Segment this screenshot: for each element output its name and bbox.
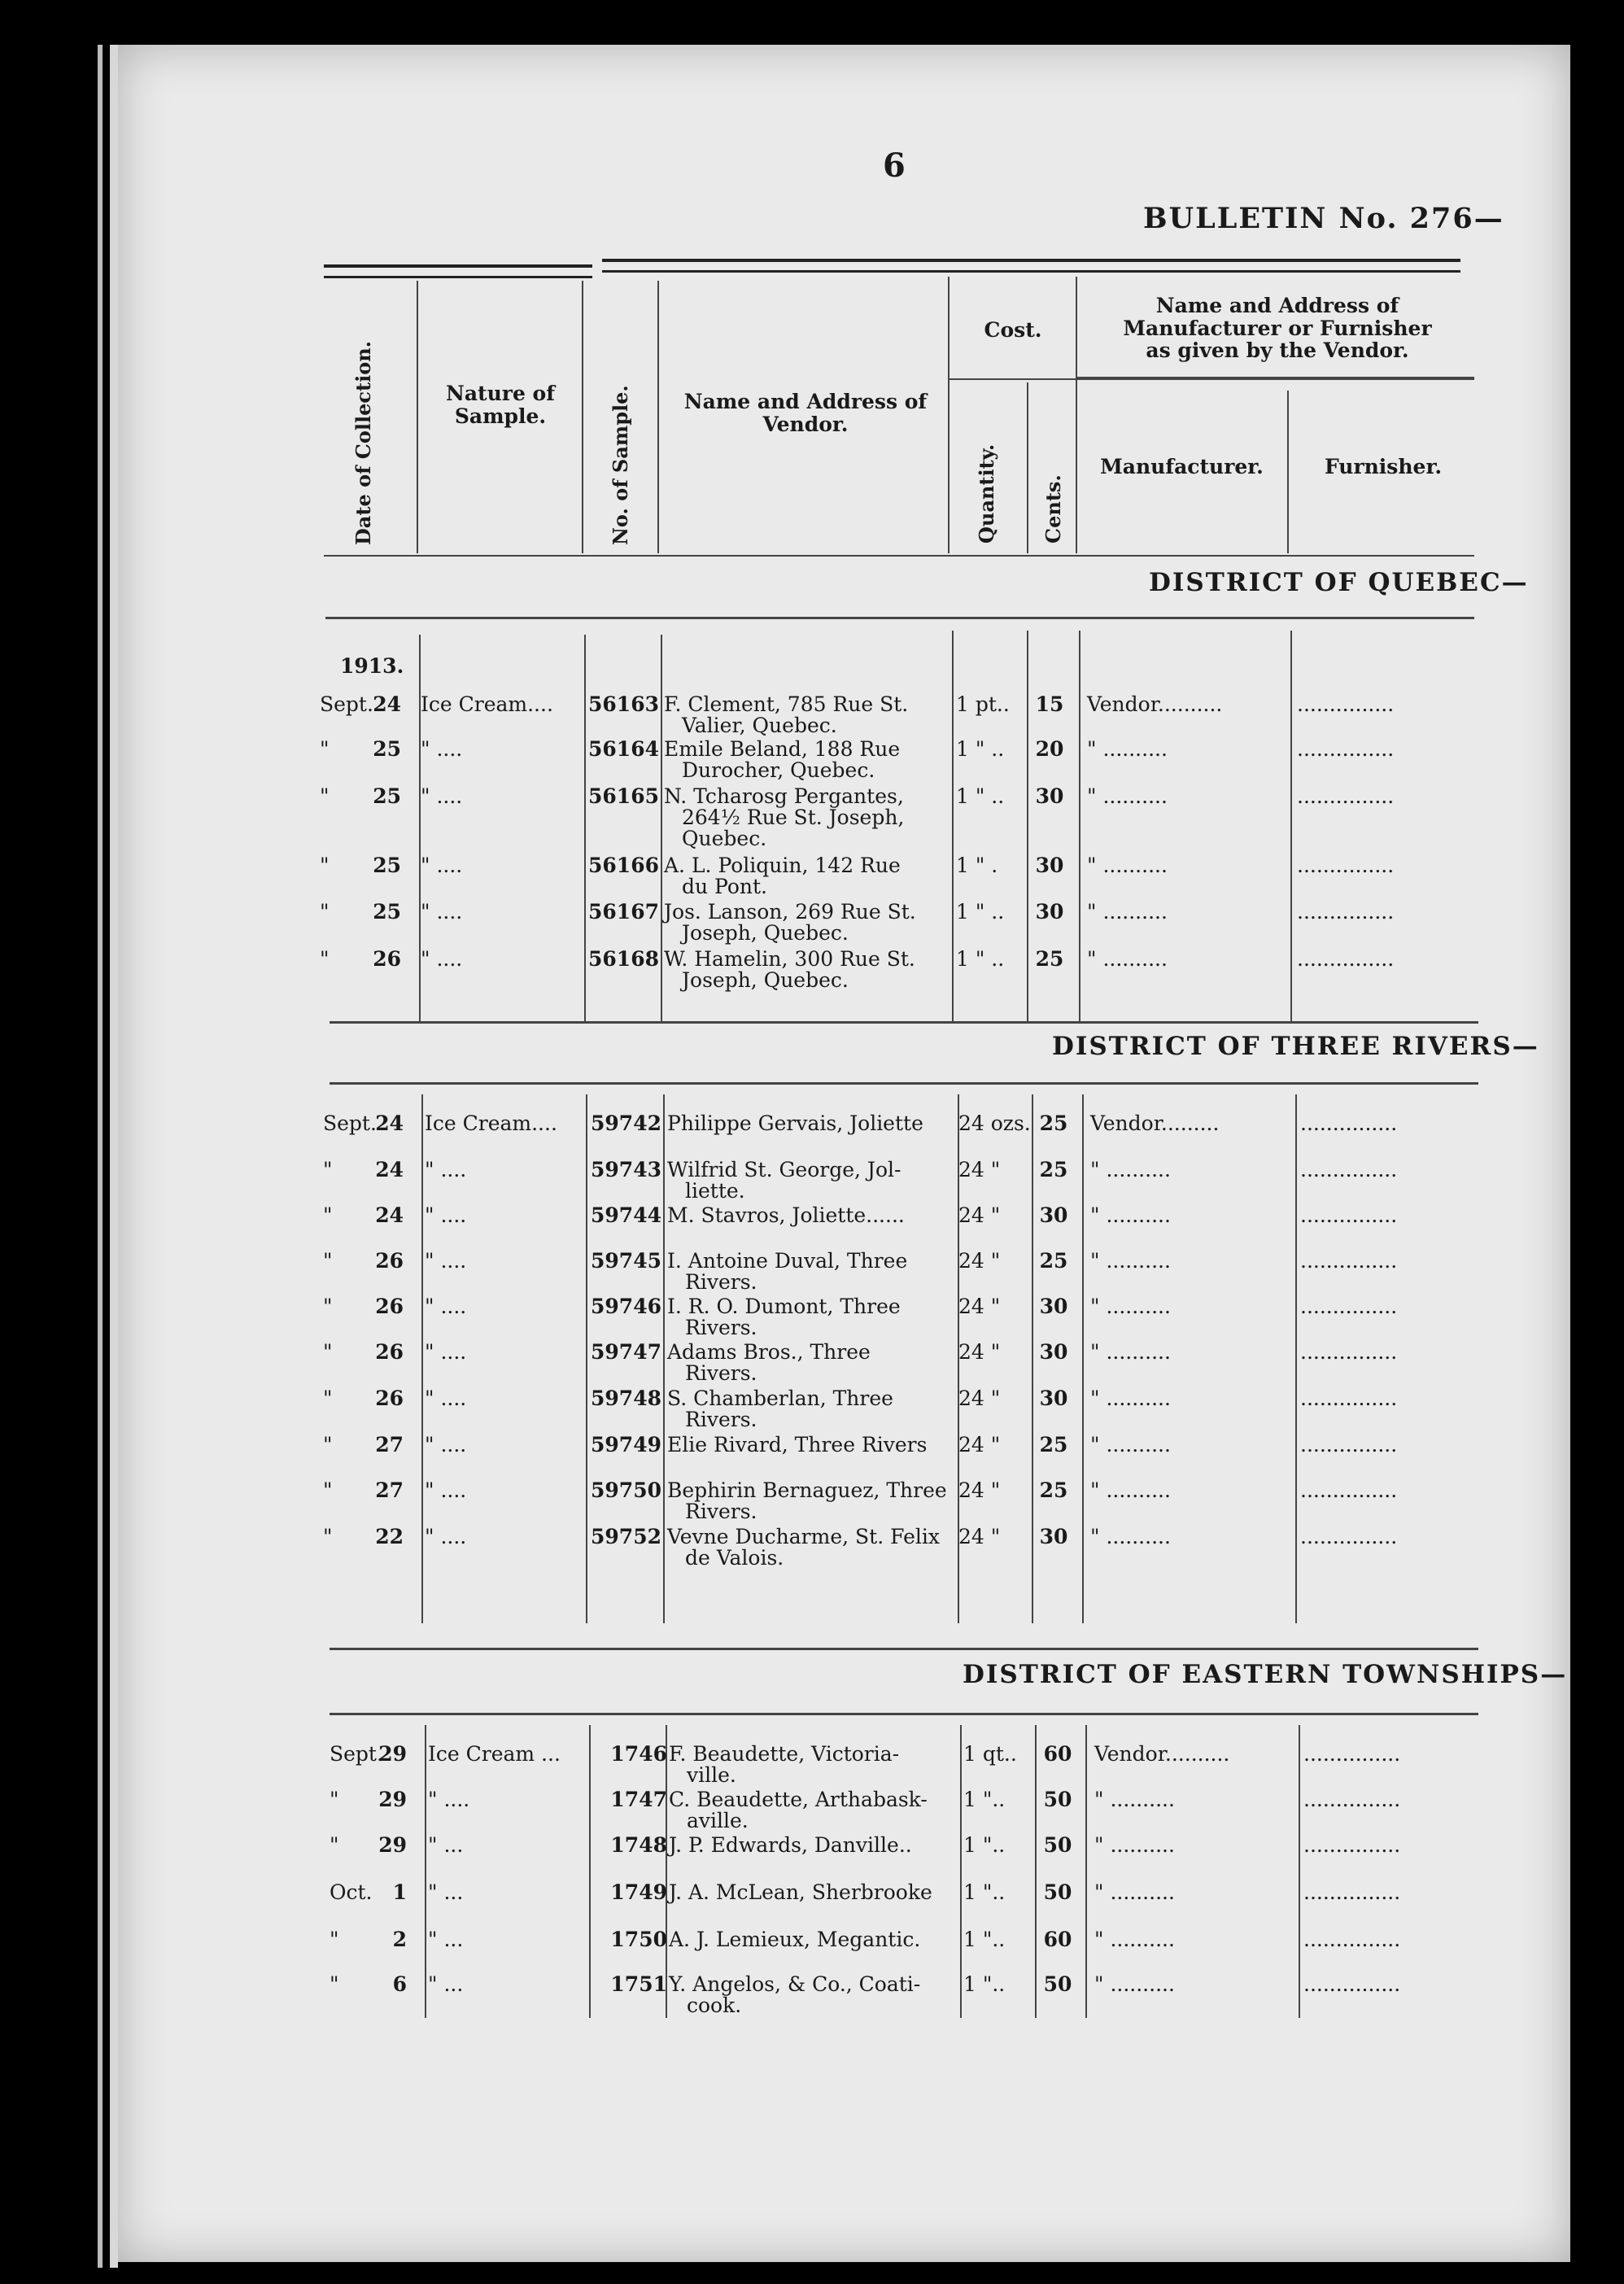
manufacturer: " .......... [1090, 1387, 1171, 1410]
vendor-name-address: du Pont. [682, 875, 768, 898]
date-month: Sept. [323, 1111, 377, 1135]
sample-nature: " .... [425, 1295, 467, 1318]
header-sample-no: No. of Sample. [609, 385, 632, 545]
sample-nature: " ... [428, 1833, 464, 1857]
furnisher: ............... [1297, 947, 1395, 971]
quantity: 1 " .. [956, 737, 1005, 761]
sample-nature: " .... [425, 1433, 467, 1456]
sample-nature: " .... [425, 1249, 467, 1273]
sample-nature: " ... [428, 1972, 464, 1996]
quantity: 24 " [958, 1203, 1001, 1227]
cents: 20 [1035, 737, 1064, 761]
district-title: DISTRICT OF QUEBEC— [1149, 568, 1529, 597]
header-nature: Nature of Sample. [446, 382, 555, 428]
date-day: 26 [375, 1295, 404, 1318]
vendor-name-address: I. R. O. Dumont, Three [667, 1295, 901, 1318]
date-month: " [323, 1525, 333, 1548]
column-divider [1290, 631, 1292, 1021]
column-divider [1299, 1725, 1300, 2018]
sample-number: 56167 [588, 900, 659, 924]
furnisher: ............... [1303, 1880, 1401, 1904]
vendor-name-address: liette. [685, 1179, 745, 1203]
cents: 50 [1043, 1833, 1072, 1857]
sample-number: 59748 [591, 1387, 661, 1410]
date-month: Oct. [330, 1880, 373, 1904]
vendor-name-address: Adams Bros., Three [667, 1340, 871, 1364]
sample-nature: " .... [421, 900, 463, 924]
column-divider [960, 1725, 962, 2018]
date-month: Sept. [330, 1742, 383, 1766]
column-divider [1295, 1094, 1297, 1623]
quantity: 1 " .. [956, 947, 1005, 971]
district-rule [330, 1082, 1478, 1085]
manufacturer: " .......... [1090, 1525, 1171, 1548]
sample-number: 56168 [588, 947, 659, 971]
cents: 25 [1039, 1158, 1068, 1181]
date-month: " [323, 1433, 333, 1456]
date-day: 24 [375, 1203, 404, 1227]
furnisher: ............... [1297, 854, 1395, 877]
header-manufacturer-group: Name and Address of Manufacturer or Furnisher as given by the Vendor. [1123, 294, 1432, 362]
vendor-name-address: Joseph, Quebec. [682, 968, 849, 992]
quantity: 24 " [958, 1433, 1001, 1456]
vendor-name-address: Elie Rivard, Three Rivers [667, 1433, 928, 1456]
vendor-name-address: Durocher, Quebec. [682, 758, 875, 782]
manufacturer: " .......... [1087, 737, 1168, 761]
vendor-name-address: 264½ Rue St. Joseph, [682, 806, 905, 829]
sample-nature: " .... [421, 854, 463, 877]
sample-nature: " ... [428, 1880, 464, 1904]
manufacturer: " .......... [1094, 1928, 1175, 1951]
date-month: Sept. [320, 692, 373, 716]
sample-nature: " .... [425, 1158, 467, 1181]
vendor-name-address: S. Chamberlan, Three [667, 1387, 893, 1410]
sample-nature: " .... [425, 1478, 467, 1502]
sample-nature: " ... [428, 1928, 464, 1951]
vendor-name-address: J. P. Edwards, Danville.. [669, 1833, 912, 1857]
date-day: 25 [373, 900, 401, 924]
manufacturer: " .......... [1094, 1972, 1175, 1996]
vendor-name-address: M. Stavros, Joliette...... [667, 1203, 905, 1227]
furnisher: ............... [1297, 737, 1395, 761]
quantity: 24 " [958, 1387, 1001, 1410]
sample-number: 1749 [610, 1880, 667, 1904]
column-divider [1287, 391, 1289, 553]
date-day: 25 [373, 737, 401, 761]
manufacturer: " .......... [1087, 947, 1168, 971]
district-rule [330, 1713, 1478, 1715]
date-day: 25 [373, 784, 401, 808]
quantity: 1 ".. [963, 1928, 1006, 1951]
cents: 25 [1039, 1111, 1068, 1135]
quantity: 24 " [958, 1340, 1001, 1364]
vendor-name-address: Jos. Lanson, 269 Rue St. [664, 900, 916, 924]
date-month: " [330, 1972, 339, 1996]
furnisher: ............... [1300, 1340, 1398, 1364]
district-title: DISTRICT OF EASTERN TOWNSHIPS— [963, 1660, 1568, 1689]
furnisher: ............... [1300, 1158, 1398, 1181]
date-day: 2 [392, 1928, 407, 1951]
cents: 30 [1039, 1340, 1068, 1364]
quantity: 24 " [958, 1249, 1001, 1273]
sample-number: 59747 [591, 1340, 661, 1364]
date-month: " [323, 1295, 333, 1318]
furnisher: ............... [1297, 900, 1395, 924]
vendor-name-address: F. Clement, 785 Rue St. [664, 692, 909, 716]
header-date: Date of Collection. [351, 340, 375, 545]
furnisher: ............... [1300, 1111, 1398, 1135]
vendor-name-address: Rivers. [685, 1500, 757, 1523]
district-rule [330, 1648, 1478, 1650]
header-vendor: Name and Address of Vendor. [683, 390, 928, 436]
sample-nature: Ice Cream ... [428, 1742, 561, 1766]
date-day: 27 [375, 1478, 404, 1502]
sample-number: 56164 [588, 737, 659, 761]
sample-nature: " .... [425, 1340, 467, 1364]
cents: 30 [1035, 784, 1064, 808]
sample-nature: Ice Cream.... [425, 1111, 557, 1135]
column-divider [1085, 1725, 1087, 2018]
column-divider [425, 1725, 426, 2018]
date-day: 29 [378, 1788, 407, 1811]
page-edge [110, 45, 118, 2268]
column-divider [1082, 1094, 1084, 1623]
manufacturer: " .......... [1090, 1478, 1171, 1502]
sample-number: 59749 [591, 1433, 661, 1456]
vendor-name-address: Quebec. [682, 827, 767, 850]
sample-number: 1750 [610, 1928, 667, 1951]
cents: 15 [1035, 692, 1064, 716]
sample-number: 59750 [591, 1478, 661, 1502]
date-day: 26 [375, 1340, 404, 1364]
manufacturer: " .......... [1094, 1880, 1175, 1904]
header-cents: Cents. [1041, 474, 1065, 544]
date-month: " [320, 947, 330, 971]
vendor-name-address: Emile Beland, 188 Rue [664, 737, 901, 761]
vendor-name-address: Vevne Ducharme, St. Felix [667, 1525, 940, 1548]
quantity: 1 ".. [963, 1833, 1006, 1857]
quantity: 1 " .. [956, 784, 1005, 808]
district-rule [325, 617, 1474, 619]
vendor-name-address: J. A. McLean, Sherbrooke [669, 1880, 932, 1904]
date-day: 24 [375, 1158, 404, 1181]
vendor-name-address: cook. [687, 1994, 742, 2017]
header-furnisher: Furnisher. [1324, 455, 1443, 478]
sample-number: 1748 [610, 1833, 667, 1857]
date-day: 1 [392, 1880, 407, 1904]
header-rule [602, 259, 1460, 273]
year-label: 1913. [340, 654, 404, 678]
sample-nature: " .... [428, 1788, 470, 1811]
date-day: 25 [373, 854, 401, 877]
furnisher: ............... [1303, 1788, 1401, 1811]
vendor-name-address: Valier, Quebec. [682, 714, 837, 737]
cents: 25 [1039, 1433, 1068, 1456]
manufacturer: " .......... [1094, 1833, 1175, 1857]
quantity: 1 pt.. [956, 692, 1010, 716]
cents: 30 [1035, 900, 1064, 924]
vendor-name-address: C. Beaudette, Arthabask- [669, 1788, 928, 1811]
column-divider [582, 281, 583, 553]
furnisher: ............... [1300, 1433, 1398, 1456]
cents: 30 [1039, 1203, 1068, 1227]
date-day: 26 [375, 1249, 404, 1273]
sample-nature: " .... [425, 1387, 467, 1410]
sample-nature: " .... [425, 1203, 467, 1227]
vendor-name-address: Bephirin Bernaguez, Three [667, 1478, 947, 1502]
column-divider [657, 281, 659, 553]
vendor-name-address: A. L. Poliquin, 142 Rue [664, 854, 901, 877]
date-day: 24 [373, 692, 401, 716]
manufacturer: " .......... [1090, 1203, 1171, 1227]
date-month: " [323, 1387, 333, 1410]
cents: 30 [1039, 1295, 1068, 1318]
date-day: 22 [375, 1525, 404, 1548]
sample-number: 56165 [588, 784, 659, 808]
column-divider [417, 281, 418, 553]
vendor-name-address: Rivers. [685, 1408, 757, 1431]
cents: 25 [1035, 947, 1064, 971]
header-quantity: Quantity. [975, 443, 998, 544]
cents: 30 [1035, 854, 1064, 877]
vendor-name-address: ville. [687, 1763, 736, 1787]
column-divider [952, 631, 954, 1021]
manufacturer: " .......... [1090, 1295, 1171, 1318]
page-number: 6 [883, 146, 906, 185]
quantity: 1 " . [956, 854, 998, 877]
sample-number: 1747 [610, 1788, 667, 1811]
vendor-name-address: Rivers. [685, 1361, 757, 1385]
furnisher: ............... [1300, 1249, 1398, 1273]
manufacturer: Vendor......... [1090, 1111, 1220, 1135]
date-month: " [330, 1928, 339, 1951]
quantity: 1 qt.. [963, 1742, 1017, 1766]
cents: 50 [1043, 1788, 1072, 1811]
manufacturer: Vendor.......... [1094, 1742, 1230, 1766]
date-month: " [320, 784, 330, 808]
furnisher: ............... [1300, 1525, 1398, 1548]
column-divider [1027, 382, 1028, 553]
date-day: 29 [378, 1833, 407, 1857]
cents: 30 [1039, 1387, 1068, 1410]
quantity: 1 ".. [963, 1880, 1006, 1904]
furnisher: ............... [1303, 1833, 1401, 1857]
sample-number: 1746 [610, 1742, 667, 1766]
cents: 30 [1039, 1525, 1068, 1548]
furnisher: ............... [1297, 784, 1395, 808]
date-month: " [330, 1833, 339, 1857]
sample-nature: " .... [425, 1525, 467, 1548]
sample-number: 59743 [591, 1158, 661, 1181]
quantity: 24 " [958, 1525, 1001, 1548]
date-month: " [323, 1478, 333, 1502]
cost-rule [948, 378, 1076, 380]
date-month: " [323, 1158, 333, 1181]
column-divider [1076, 277, 1077, 553]
furnisher: ............... [1297, 692, 1395, 716]
column-divider [1079, 631, 1080, 1021]
manufacturer: " .......... [1090, 1158, 1171, 1181]
sample-number: 59752 [591, 1525, 661, 1548]
cents: 60 [1043, 1928, 1072, 1951]
vendor-name-address: F. Beaudette, Victoria- [669, 1742, 900, 1766]
district-rule [330, 1021, 1478, 1024]
sample-number: 1751 [610, 1972, 667, 1996]
sample-number: 59744 [591, 1203, 661, 1227]
furnisher: ............... [1300, 1295, 1398, 1318]
date-day: 26 [375, 1387, 404, 1410]
quantity: 1 " .. [956, 900, 1005, 924]
date-day: 26 [373, 947, 401, 971]
manufacturer: " .......... [1087, 900, 1168, 924]
quantity: 1 ".. [963, 1972, 1006, 1996]
date-day: 29 [378, 1742, 407, 1766]
page-edge [98, 45, 103, 2268]
column-divider [661, 635, 662, 1021]
manufacturer-rule [1076, 377, 1474, 380]
furnisher: ............... [1303, 1928, 1401, 1951]
sample-nature: " .... [421, 737, 463, 761]
manufacturer: Vendor.......... [1087, 692, 1223, 716]
manufacturer: " .......... [1090, 1249, 1171, 1273]
furnisher: ............... [1303, 1972, 1401, 1996]
quantity: 24 " [958, 1295, 1001, 1318]
quantity: 24 " [958, 1478, 1001, 1502]
quantity: 1 ".. [963, 1788, 1006, 1811]
vendor-name-address: Philippe Gervais, Joliette [667, 1111, 923, 1135]
manufacturer: " .......... [1094, 1788, 1175, 1811]
cents: 60 [1043, 1742, 1072, 1766]
sample-number: 56166 [588, 854, 659, 877]
sample-number: 59742 [591, 1111, 661, 1135]
district-title: DISTRICT OF THREE RIVERS— [1052, 1032, 1539, 1061]
date-month: " [320, 854, 330, 877]
vendor-name-address: Wilfrid St. George, Jol- [667, 1158, 901, 1181]
furnisher: ............... [1300, 1478, 1398, 1502]
date-day: 6 [392, 1972, 407, 1996]
date-month: " [323, 1203, 333, 1227]
quantity: 24 ozs. [958, 1111, 1031, 1135]
cents: 50 [1043, 1972, 1072, 1996]
date-day: 24 [375, 1111, 404, 1135]
cents: 25 [1039, 1478, 1068, 1502]
sample-nature: Ice Cream.... [421, 692, 553, 716]
vendor-name-address: W. Hamelin, 300 Rue St. [664, 947, 915, 971]
manufacturer: " .......... [1087, 854, 1168, 877]
manufacturer: " .......... [1090, 1433, 1171, 1456]
sample-number: 59745 [591, 1249, 661, 1273]
date-month: " [320, 900, 330, 924]
header-rule [324, 264, 592, 278]
vendor-name-address: I. Antoine Duval, Three [667, 1249, 908, 1273]
vendor-name-address: Joseph, Quebec. [682, 921, 849, 945]
date-month: " [330, 1788, 339, 1811]
vendor-name-address: Rivers. [685, 1316, 757, 1339]
vendor-name-address: Y. Angelos, & Co., Coati- [669, 1972, 921, 1996]
bulletin-title: BULLETIN No. 276— [1143, 202, 1504, 235]
sample-number: 56163 [588, 692, 659, 716]
sample-nature: " .... [421, 947, 463, 971]
sample-number: 59746 [591, 1295, 661, 1318]
furnisher: ............... [1300, 1203, 1398, 1227]
furnisher: ............... [1303, 1742, 1401, 1766]
manufacturer: " .......... [1087, 784, 1168, 808]
cents: 50 [1043, 1880, 1072, 1904]
vendor-name-address: N. Tcharosg Pergantes, [664, 784, 904, 808]
header-manufacturer: Manufacturer. [1100, 455, 1264, 478]
date-day: 27 [375, 1433, 404, 1456]
vendor-name-address: aville. [687, 1809, 749, 1832]
manufacturer: " .......... [1090, 1340, 1171, 1364]
date-month: " [323, 1340, 333, 1364]
vendor-name-address: Rivers. [685, 1270, 757, 1294]
date-month: " [323, 1249, 333, 1273]
furnisher: ............... [1300, 1387, 1398, 1410]
vendor-name-address: A. J. Lemieux, Megantic. [669, 1928, 921, 1951]
cents: 25 [1039, 1249, 1068, 1273]
column-divider [421, 1094, 423, 1623]
header-bottom-rule [324, 555, 1474, 557]
sample-nature: " .... [421, 784, 463, 808]
header-cost: Cost. [984, 318, 1042, 342]
vendor-name-address: de Valois. [685, 1546, 784, 1570]
quantity: 24 " [958, 1158, 1001, 1181]
date-month: " [320, 737, 330, 761]
column-divider [948, 277, 950, 553]
column-divider [663, 1094, 665, 1623]
